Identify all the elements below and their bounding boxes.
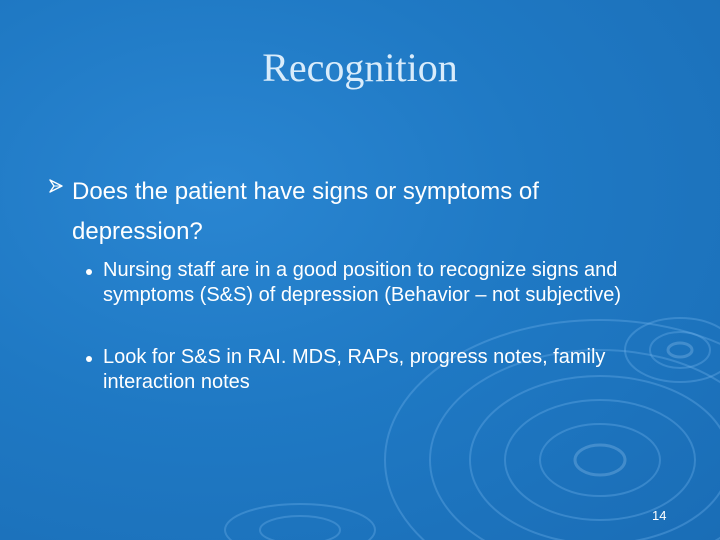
arrowhead-bullet-icon: [48, 178, 64, 194]
bullet-dot-icon: [86, 356, 92, 362]
bullet-dot-icon: [86, 269, 92, 275]
slide-number: 14: [652, 508, 667, 523]
bullet-text: Does the patient have signs or symptoms of depression?: [72, 178, 539, 245]
sub-bullet-text: Nursing staff are in a good position to recognize signs and symptoms (S&S) of depression (Behavior – not subjective): [103, 259, 621, 306]
sub-bullet-text: Look for S&S in RAI. MDS, RAPs, progress notes, family interaction notes: [103, 346, 606, 393]
slide-title: Recognition: [262, 45, 458, 90]
